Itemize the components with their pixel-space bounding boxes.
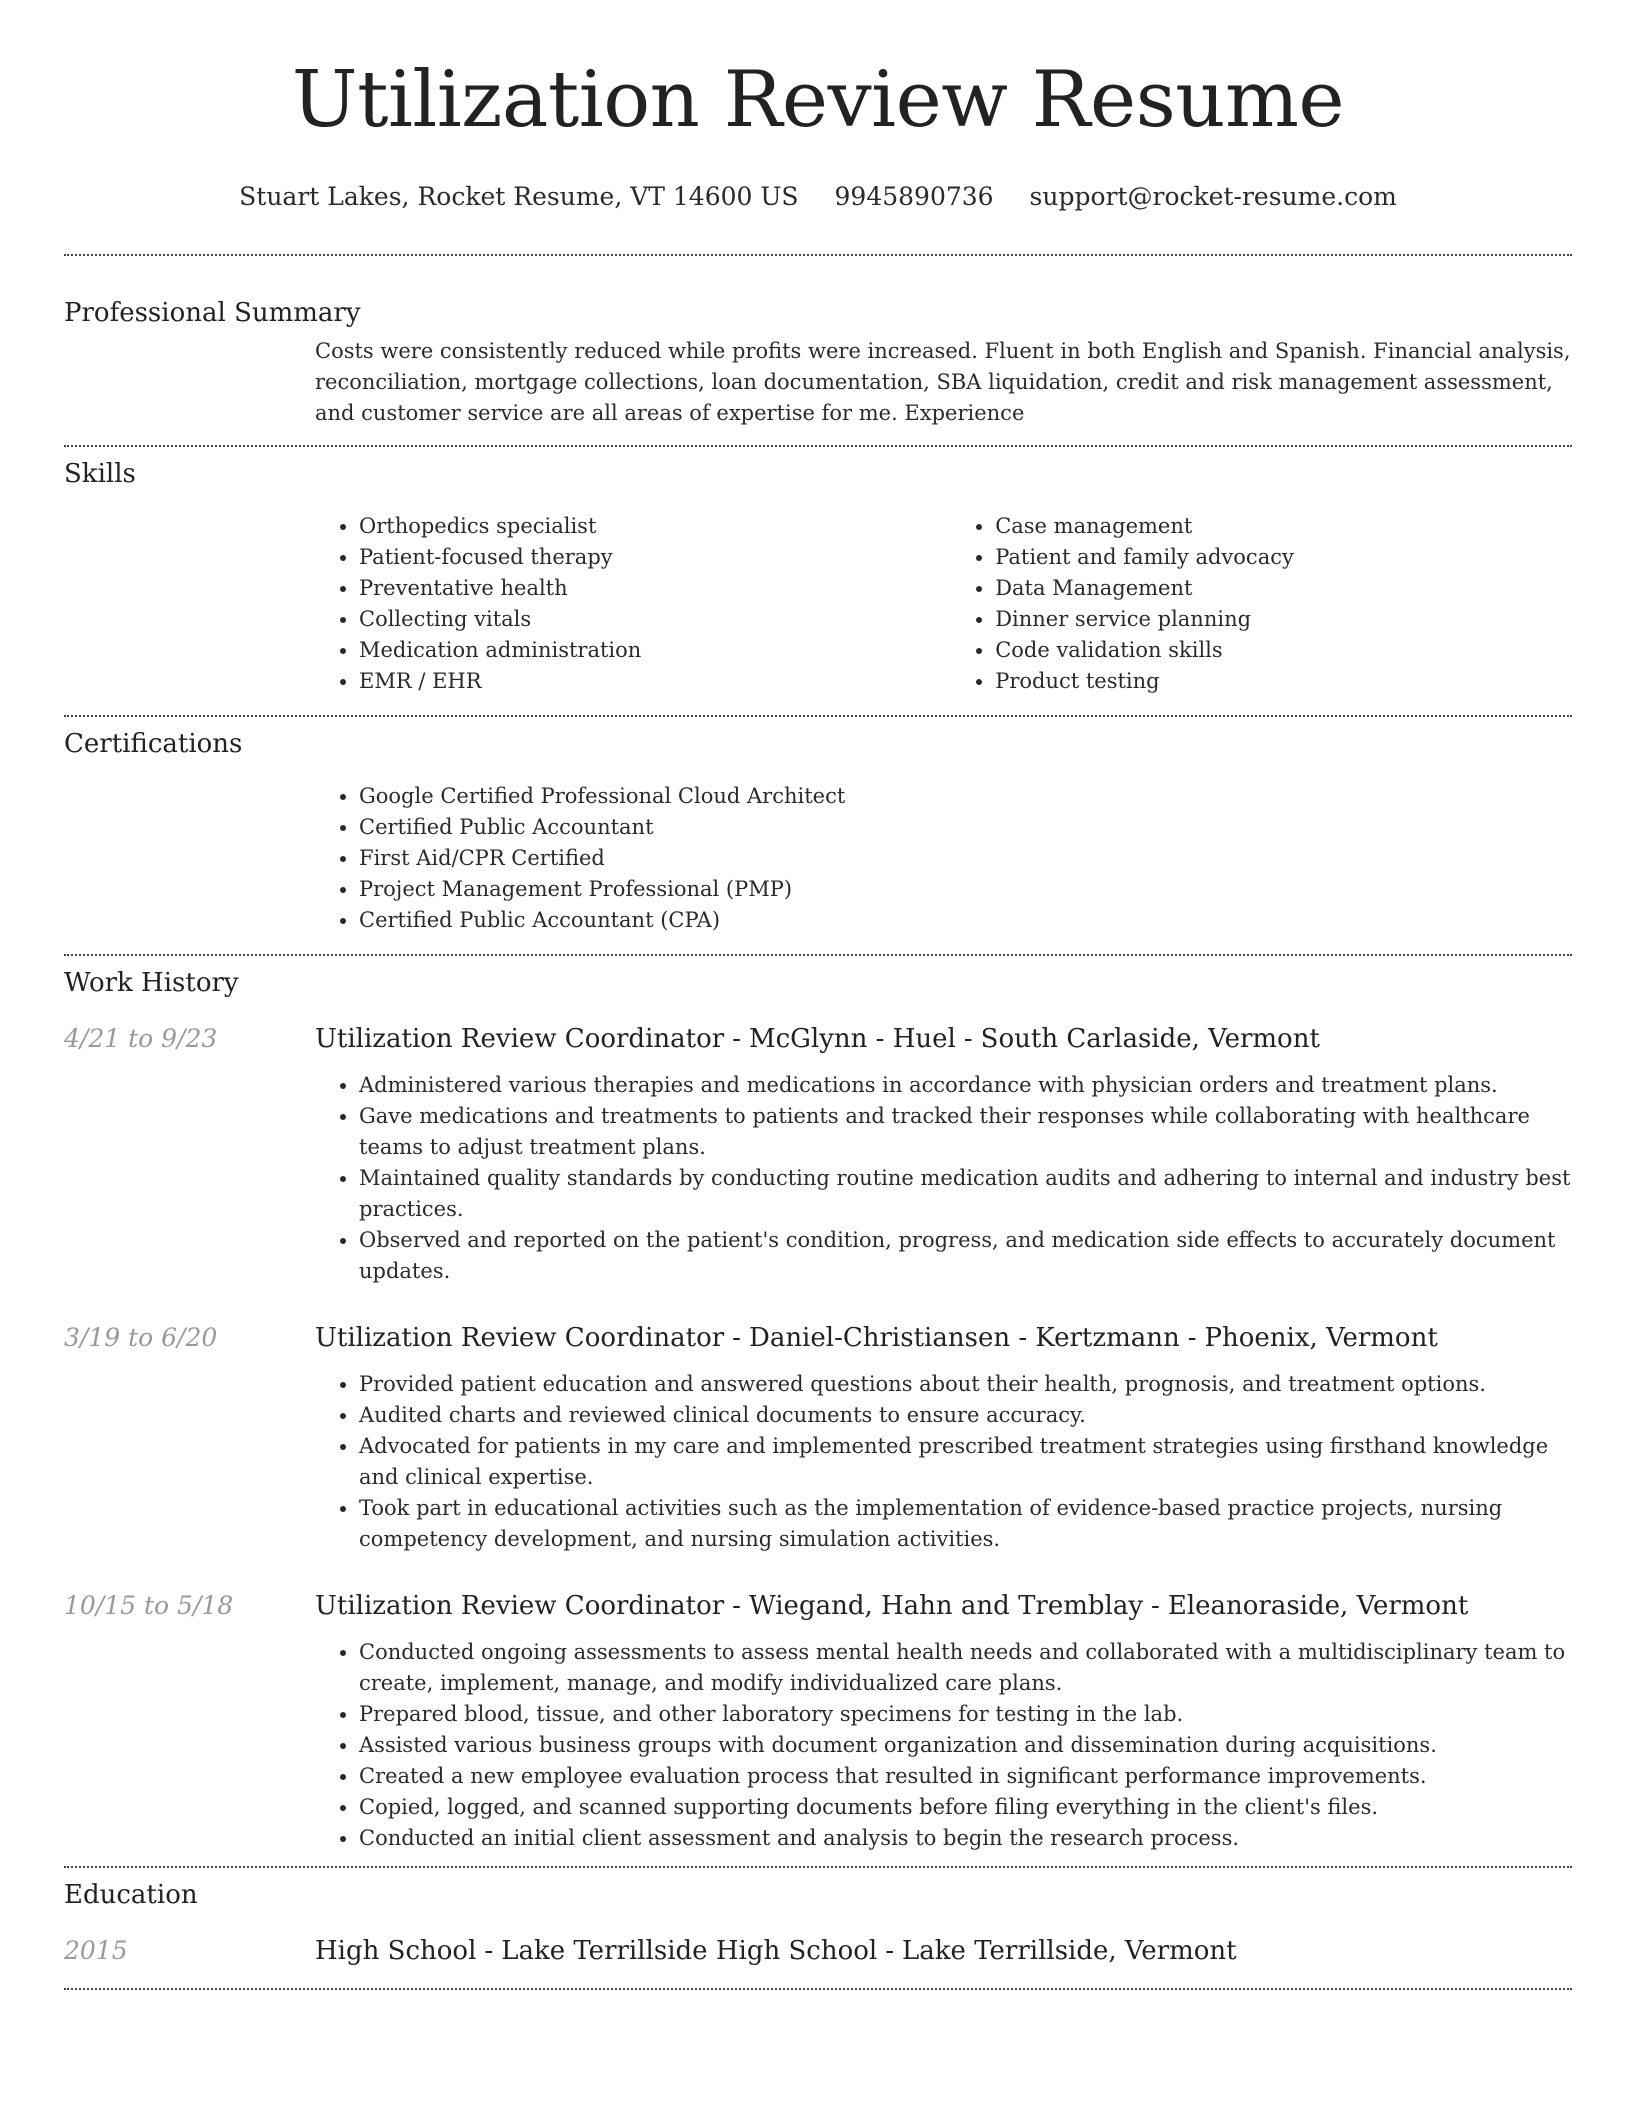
job-bullet: • Took part in educational activities such as the implementation of evidence-based practice projects, nursing competency development, and nursing simulation activities. <box>359 1493 1572 1555</box>
summary-section <box>64 256 1572 429</box>
job-bullets <box>315 1070 1572 1287</box>
job-bullet: • Conducted an initial client assessment and analysis to begin the research process. <box>359 1823 1572 1854</box>
work-history-section <box>64 956 1572 1854</box>
certification-item: • Certified Public Accountant (CPA) <box>359 905 1572 936</box>
certifications-list <box>315 781 1572 936</box>
job-company: McGlynn - Huel <box>748 1024 956 1054</box>
contact-phone: 9945890736 <box>834 182 994 211</box>
job-role: Utilization Review Coordinator <box>315 1323 725 1353</box>
job-bullets <box>315 1369 1572 1555</box>
certifications-body <box>315 781 1572 936</box>
job-bullet: • Administered various therapies and medications in accordance with physician orders and treatment plans. <box>359 1070 1572 1101</box>
job-bullet: • Created a new employee evaluation process that resulted in significant performance improvements. <box>359 1761 1572 1792</box>
contact-email[interactable]: support@rocket-resume.com <box>1029 182 1397 211</box>
job-dates: 3/19 to 6/20 <box>64 1323 218 1352</box>
skill-item: • Patient-focused therapy <box>359 542 951 573</box>
certification-item: • Project Management Professional (PMP) <box>359 874 1572 905</box>
job-dates: 10/15 to 5/18 <box>64 1591 234 1620</box>
education-degree: High School <box>315 1936 477 1966</box>
skills-section <box>64 447 1572 697</box>
skills-list-right <box>951 511 1572 697</box>
certifications-section <box>64 717 1572 936</box>
job-bullet: • Provided patient education and answered questions about their health, prognosis, and treatment options. <box>359 1369 1572 1400</box>
job-bullet: • Audited charts and reviewed clinical documents to ensure accuracy. <box>359 1400 1572 1431</box>
section-title-skills: Skills <box>64 459 136 489</box>
education-section <box>64 1868 1572 1968</box>
contact-line <box>64 180 1572 214</box>
education-location: Lake Terrillside, Vermont <box>902 1936 1237 1966</box>
job-role: Utilization Review Coordinator <box>315 1591 725 1621</box>
section-title-education: Education <box>64 1880 198 1910</box>
certification-item: • Certified Public Accountant <box>359 812 1572 843</box>
job-bullet: • Advocated for patients in my care and implemented prescribed treatment strategies using firsthand knowledge and clinical expertise. <box>359 1431 1572 1493</box>
skill-item: • Dinner service planning <box>995 604 1572 635</box>
skill-item: • Case management <box>995 511 1572 542</box>
skill-item: • Collecting vitals <box>359 604 951 635</box>
contact-address: Stuart Lakes, Rocket Resume, VT 14600 US <box>239 182 799 211</box>
job-location: South Carlaside, Vermont <box>980 1024 1320 1054</box>
skill-item: • EMR / EHR <box>359 666 951 697</box>
education-heading: High School - Lake Terrillside High School - Lake Terrillside, Vermont <box>315 1936 1237 1966</box>
job-bullets <box>315 1637 1572 1854</box>
job-heading: Utilization Review Coordinator - Daniel-Christiansen - Kertzmann - Phoenix, Vermont <box>315 1323 1438 1353</box>
job-bullet: • Copied, logged, and scanned supporting documents before filing everything in the client's files. <box>359 1792 1572 1823</box>
skill-item: • Data Management <box>995 573 1572 604</box>
section-title-certifications: Certifications <box>64 729 243 759</box>
job-bullet: • Observed and reported on the patient's condition, progress, and medication side effects to accurately document updates. <box>359 1225 1572 1287</box>
skill-item: • Medication administration <box>359 635 951 666</box>
skills-list-left <box>315 511 951 697</box>
job-heading: Utilization Review Coordinator - Wiegand, Hahn and Tremblay - Eleanoraside, Vermont <box>315 1591 1469 1621</box>
job-bullet: • Conducted ongoing assessments to assess mental health needs and collaborated with a multidisciplinary team to create, implement, manage, and modify individualized care plans. <box>359 1637 1572 1699</box>
summary-text: Costs were consistently reduced while profits were increased. Fluent in both English and Spanish. Financial analysis, reconciliation, mortgage collections, loan documentation, SBA liquidation, credit and risk management assessment, and customer service are all areas of expertise for me. Experience <box>315 339 1571 425</box>
certification-item: • Google Certified Professional Cloud Architect <box>359 781 1572 812</box>
job-bullet: • Assisted various business groups with document organization and dissemination during acquisitions. <box>359 1730 1572 1761</box>
skills-columns <box>315 511 1572 697</box>
section-title-work-history: Work History <box>64 968 239 998</box>
skill-item: • Orthopedics specialist <box>359 511 951 542</box>
job-location: Phoenix, Vermont <box>1204 1323 1438 1353</box>
education-school: Lake Terrillside High School <box>501 1936 878 1966</box>
resume-page <box>64 0 1572 1990</box>
skill-item: • Patient and family advocacy <box>995 542 1572 573</box>
job-bullet: • Gave medications and treatments to patients and tracked their responses while collaborating with healthcare teams to adjust treatment plans. <box>359 1101 1572 1163</box>
skill-item: • Product testing <box>995 666 1572 697</box>
job-dates: 4/21 to 9/23 <box>64 1024 218 1053</box>
section-title-summary: Professional Summary <box>64 298 361 328</box>
job-entry <box>64 1321 1572 1555</box>
job-role: Utilization Review Coordinator <box>315 1024 725 1054</box>
job-company: Daniel-Christiansen - Kertzmann <box>748 1323 1180 1353</box>
certification-item: • First Aid/CPR Certified <box>359 843 1572 874</box>
job-bullet: • Prepared blood, tissue, and other laboratory specimens for testing in the lab. <box>359 1699 1572 1730</box>
job-location: Eleanoraside, Vermont <box>1167 1591 1469 1621</box>
job-entry <box>64 1022 1572 1287</box>
skill-item: • Preventative health <box>359 573 951 604</box>
skill-item: • Code validation skills <box>995 635 1572 666</box>
job-entry <box>64 1589 1572 1854</box>
job-heading: Utilization Review Coordinator - McGlynn - Huel - South Carlaside, Vermont <box>315 1024 1320 1054</box>
resume-title: Utilization Review Resume <box>291 55 1345 145</box>
education-entry <box>64 1934 1572 1968</box>
section-divider <box>64 1988 1572 1990</box>
education-year: 2015 <box>64 1936 128 1965</box>
job-company: Wiegand, Hahn and Tremblay <box>748 1591 1144 1621</box>
job-bullet: • Maintained quality standards by conducting routine medication audits and adhering to internal and industry best practices. <box>359 1163 1572 1225</box>
